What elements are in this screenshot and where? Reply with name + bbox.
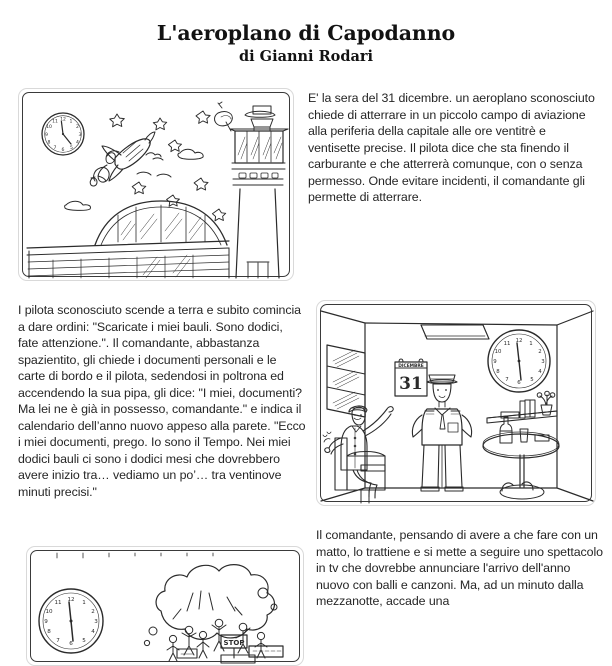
svg-text:3: 3 [78,133,82,138]
svg-text:2: 2 [538,349,542,355]
svg-text:1: 1 [529,341,533,347]
calendar-month-label: DICEMBRE [398,364,424,369]
airport-scene-drawing [23,93,291,278]
svg-text:8: 8 [47,629,51,635]
calendar-day-label: 31 [399,374,423,394]
svg-text:12: 12 [67,597,75,603]
page-author: di Gianni Rodari [238,48,374,65]
paragraph-middle-left: I pilota sconosciuto scende a terra e subito comincia a dare ordini: "Scaricate i miei bauli. Sono dodici, fate attenzione.". Il comandante, abbastanza spazientito, gli chiede i documenti personali e le carte di bordo e il pilota, sedendosi in poltrona ed accendendo la sua pipa, gli dice: "I miei, documenti? Ma lei ne è già in possesso, comandante." e indica il calendario dell’anno nuovo appeso alla parete. "Ecco i miei documenti, prego. Io sono il Tempo. Nei miei dodici bauli ci sono i dodici mesi che dovrebbero avere inizio tra… vediamo un po’… tra ventinove minuti precisi." [18,303,306,500]
control-tower [215,102,288,278]
svg-text:6: 6 [61,148,65,153]
clouds-group [65,149,204,210]
svg-text:7: 7 [56,638,60,644]
round-table [483,417,559,499]
frame-inner-border [320,304,592,502]
svg-text:5: 5 [70,146,73,151]
wall-clock-icon [488,330,550,392]
svg-text:12: 12 [515,338,523,344]
burst-lines [173,591,242,619]
svg-text:9: 9 [493,359,497,365]
svg-text:6: 6 [517,380,521,386]
thought-bubble [144,565,283,663]
office-scene-drawing [321,305,593,503]
terminal-building [27,201,229,278]
svg-text:2: 2 [91,609,95,615]
svg-text:4: 4 [76,140,79,146]
glass-icon [520,429,528,442]
airplane-icon [90,132,155,186]
svg-text:4: 4 [538,369,542,375]
stop-sign-label: STOP [223,639,245,647]
svg-text:3: 3 [541,359,545,365]
svg-text:3: 3 [94,619,98,625]
wall-calendar [395,359,427,396]
svg-text:10: 10 [46,125,52,130]
svg-text:10: 10 [45,609,53,615]
wall-clock-icon [39,589,103,653]
armchair [335,438,385,490]
svg-text:10: 10 [494,349,502,355]
svg-text:6: 6 [69,641,73,647]
svg-text:7: 7 [505,377,509,383]
svg-text:11: 11 [54,600,62,606]
svg-text:11: 11 [503,341,511,347]
page-title: L'aeroplano di Capodanno [156,21,456,45]
frame-inner-border [30,550,300,662]
illustration-office-scene [316,300,596,506]
svg-text:12: 12 [60,117,66,123]
ceiling-lamp [421,325,489,339]
wall-shelf [487,391,557,423]
svg-text:8: 8 [47,140,51,146]
svg-text:8: 8 [496,369,500,375]
svg-text:2: 2 [76,125,79,130]
svg-text:5: 5 [82,638,86,644]
illustration-airport-night-scene [18,88,294,281]
svg-text:11: 11 [52,119,58,125]
svg-text:4: 4 [91,629,95,635]
dream-scene-drawing [31,551,301,663]
svg-text:1: 1 [69,119,73,125]
paragraph-bottom-right: Il comandante, pensando di avere a che fare con un matto, lo trattiene e si mette a seguire uno spettacolo in tv che dovrebbe annunciare l'arrivo dell'anno nuovo con balli e canzoni. Ma, ad un minuto dalla mezzanotte, accade una [316,528,603,609]
stars-group [110,111,226,221]
wall-clock-icon [42,113,84,155]
svg-text:9: 9 [45,133,48,138]
svg-text:1: 1 [82,600,86,606]
svg-text:5: 5 [530,377,534,383]
svg-text:7: 7 [53,146,57,151]
frame-inner-border [22,92,290,277]
ruler-ticks [57,553,213,558]
title-block [0,20,612,67]
paragraph-top-right: E' la sera del 31 dicembre. un aeroplano sconosciuto chiede di atterrare in un piccolo campo di aviazione alla periferia della capitale alle ore ventitrè e ventisette precise. Il pilota dice che sta finendo il carburante e che atterrerà comunque, con o senza permesso. Onde evitare incidenti, il comandante gli permette di atterrare. [308,91,595,205]
svg-text:9: 9 [44,619,48,625]
illustration-clock-and-dream-bubble [26,546,304,666]
